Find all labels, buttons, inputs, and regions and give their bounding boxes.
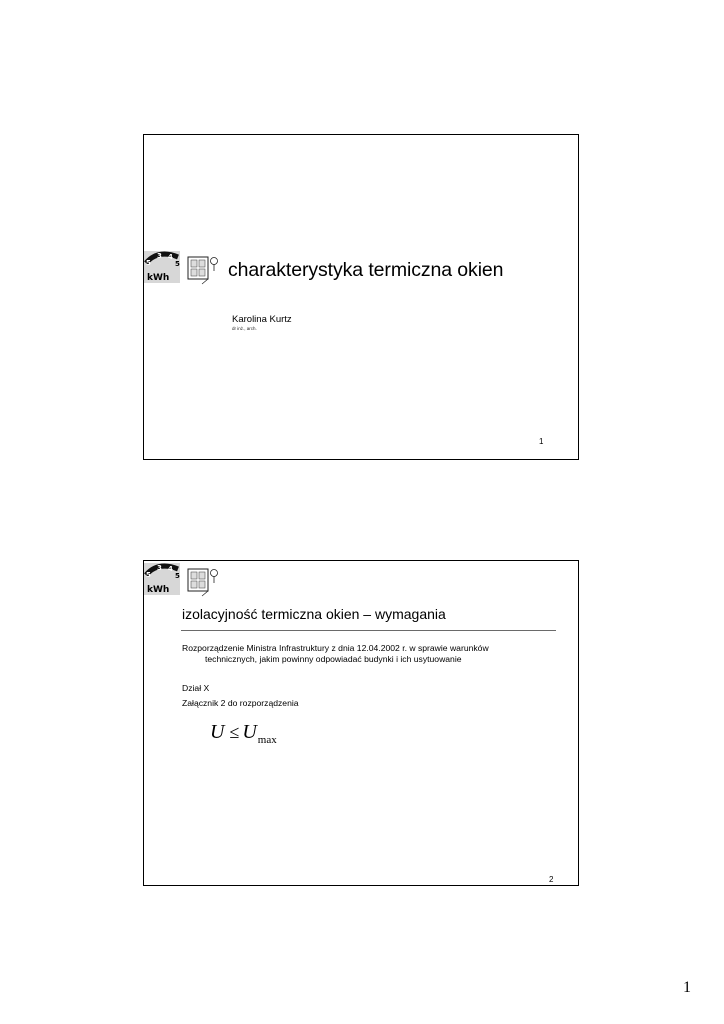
slide-number: 2 bbox=[549, 875, 554, 884]
energy-meter-logo-icon bbox=[144, 249, 224, 285]
formula bbox=[210, 721, 276, 744]
svg-text:kWh: kWh bbox=[147, 585, 170, 595]
section-label: Dział X bbox=[182, 683, 210, 693]
svg-text:4: 4 bbox=[168, 253, 173, 261]
slide-1 bbox=[143, 134, 579, 460]
svg-text:5: 5 bbox=[175, 572, 180, 580]
page-number: 1 bbox=[683, 979, 691, 996]
formula-relation: ≤ bbox=[229, 722, 240, 742]
svg-text:5: 5 bbox=[175, 260, 180, 268]
slide-title: izolacyjność termiczna okien – wymagania bbox=[182, 606, 446, 622]
slide-title: charakterystyka termiczna okien bbox=[228, 259, 504, 281]
energy-meter-logo-icon bbox=[144, 561, 224, 597]
slide-2 bbox=[143, 560, 579, 886]
annex-label: Załącznik 2 do rozporządzenia bbox=[182, 698, 299, 708]
svg-text:3: 3 bbox=[157, 564, 162, 572]
svg-text:3: 3 bbox=[157, 252, 162, 260]
author-degree: dr inż., arch. bbox=[232, 326, 257, 331]
svg-text:kWh: kWh bbox=[147, 273, 170, 283]
author-name: Karolina Kurtz bbox=[232, 314, 292, 325]
title-divider bbox=[181, 630, 556, 631]
svg-text:5: 5 bbox=[146, 259, 151, 267]
svg-text:4: 4 bbox=[168, 565, 173, 573]
formula-right: U bbox=[242, 721, 257, 743]
slide-number: 1 bbox=[539, 437, 544, 446]
regulation-text bbox=[182, 643, 554, 665]
formula-subscript: max bbox=[257, 734, 277, 746]
regulation-line-2: technicznych, jakim powinny odpowiadać budynki i ich usytuowanie bbox=[205, 654, 462, 664]
formula-left: U bbox=[210, 721, 225, 743]
regulation-line-1: Rozporządzenie Ministra Infrastruktury z dnia 12.04.2002 r. w sprawie warunków bbox=[182, 643, 489, 653]
svg-text:5: 5 bbox=[146, 571, 151, 579]
